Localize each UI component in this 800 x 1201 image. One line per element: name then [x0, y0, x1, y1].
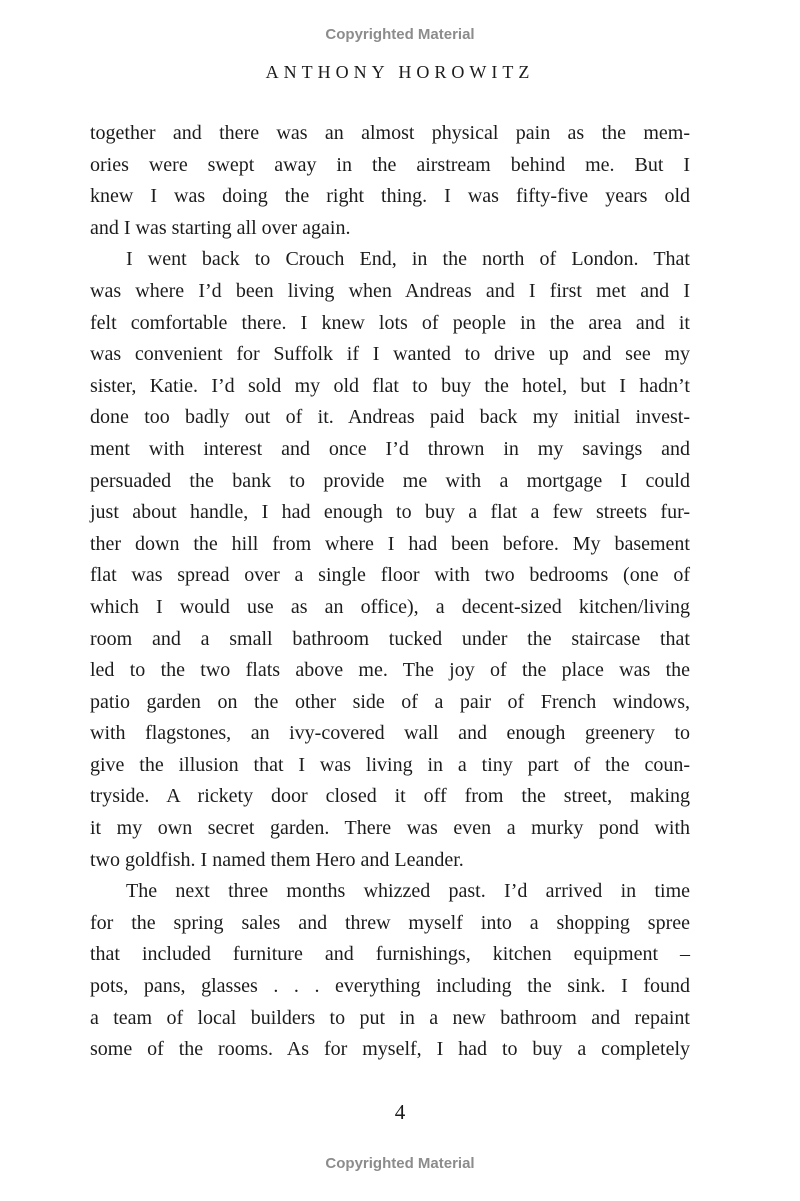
text-line: The next three months whizzed past. I’d arrived in time — [126, 880, 690, 903]
text-line: ment with interest and once I’d thrown in my savings and — [90, 437, 690, 460]
text-line: that included furniture and furnishings, kitchen equipment – — [90, 943, 690, 966]
text-line: knew I was doing the right thing. I was fifty-five years old — [90, 185, 690, 208]
text-line: room and a small bathroom tucked under the staircase that — [90, 627, 690, 650]
text-line: with flagstones, an ivy-covered wall and enough greenery to — [90, 722, 690, 745]
text-line: ories were swept away in the airstream behind me. But I — [90, 153, 690, 176]
text-line: patio garden on the other side of a pair of French windows, — [90, 690, 690, 713]
paragraph — [90, 876, 690, 1066]
text-line: it my own secret garden. There was even a murky pond with — [90, 817, 690, 840]
text-line: sister, Katie. I’d sold my old flat to buy the hotel, but I hadn’t — [90, 374, 690, 397]
text-line: together and there was an almost physical pain as the mem- — [90, 122, 690, 144]
text-line: a team of local builders to put in a new bathroom and repaint — [90, 1006, 690, 1029]
text-line: led to the two flats above me. The joy of the place was the — [90, 659, 690, 682]
text-line: I went back to Crouch End, in the north of London. That — [126, 248, 690, 271]
text-line: give the illusion that I was living in a tiny part of the coun- — [90, 753, 690, 776]
copyright-banner-top: Copyrighted Material — [325, 26, 475, 43]
text-line: tryside. A rickety door closed it off from the street, making — [90, 785, 690, 808]
text-line: just about handle, I had enough to buy a flat a few streets fur- — [90, 501, 690, 524]
text-line: ther down the hill from where I had been before. My basement — [90, 532, 690, 555]
text-line: persuaded the bank to provide me with a mortgage I could — [90, 469, 690, 492]
page-number: 4 — [394, 1100, 406, 1124]
text-line: for the spring sales and threw myself into a shopping spree — [90, 911, 690, 934]
text-line: felt comfortable there. I knew lots of people in the area and it — [90, 311, 690, 334]
copyright-banner-bottom: Copyrighted Material — [325, 1155, 475, 1172]
author-name: ANTHONY HOROWITZ — [265, 62, 535, 82]
paragraph — [90, 118, 690, 244]
text-line: flat was spread over a single floor with two bedrooms (one of — [90, 564, 690, 587]
text-line: two goldfish. I named them Hero and Leander. — [90, 848, 464, 871]
text-line: some of the rooms. As for myself, I had to buy a completely — [90, 1038, 690, 1061]
page-body — [90, 118, 690, 1066]
paragraph — [90, 244, 690, 876]
text-line: was convenient for Suffolk if I wanted to drive up and see my — [90, 343, 690, 366]
text-line: and I was starting all over again. — [90, 216, 351, 239]
text-line: was where I’d been living when Andreas and I first met and I — [90, 279, 690, 302]
text-line: pots, pans, glasses . . . everything including the sink. I found — [90, 975, 690, 998]
text-line: done too badly out of it. Andreas paid back my initial invest- — [90, 406, 690, 429]
text-line: which I would use as an office), a decent-sized kitchen/living — [90, 595, 690, 618]
